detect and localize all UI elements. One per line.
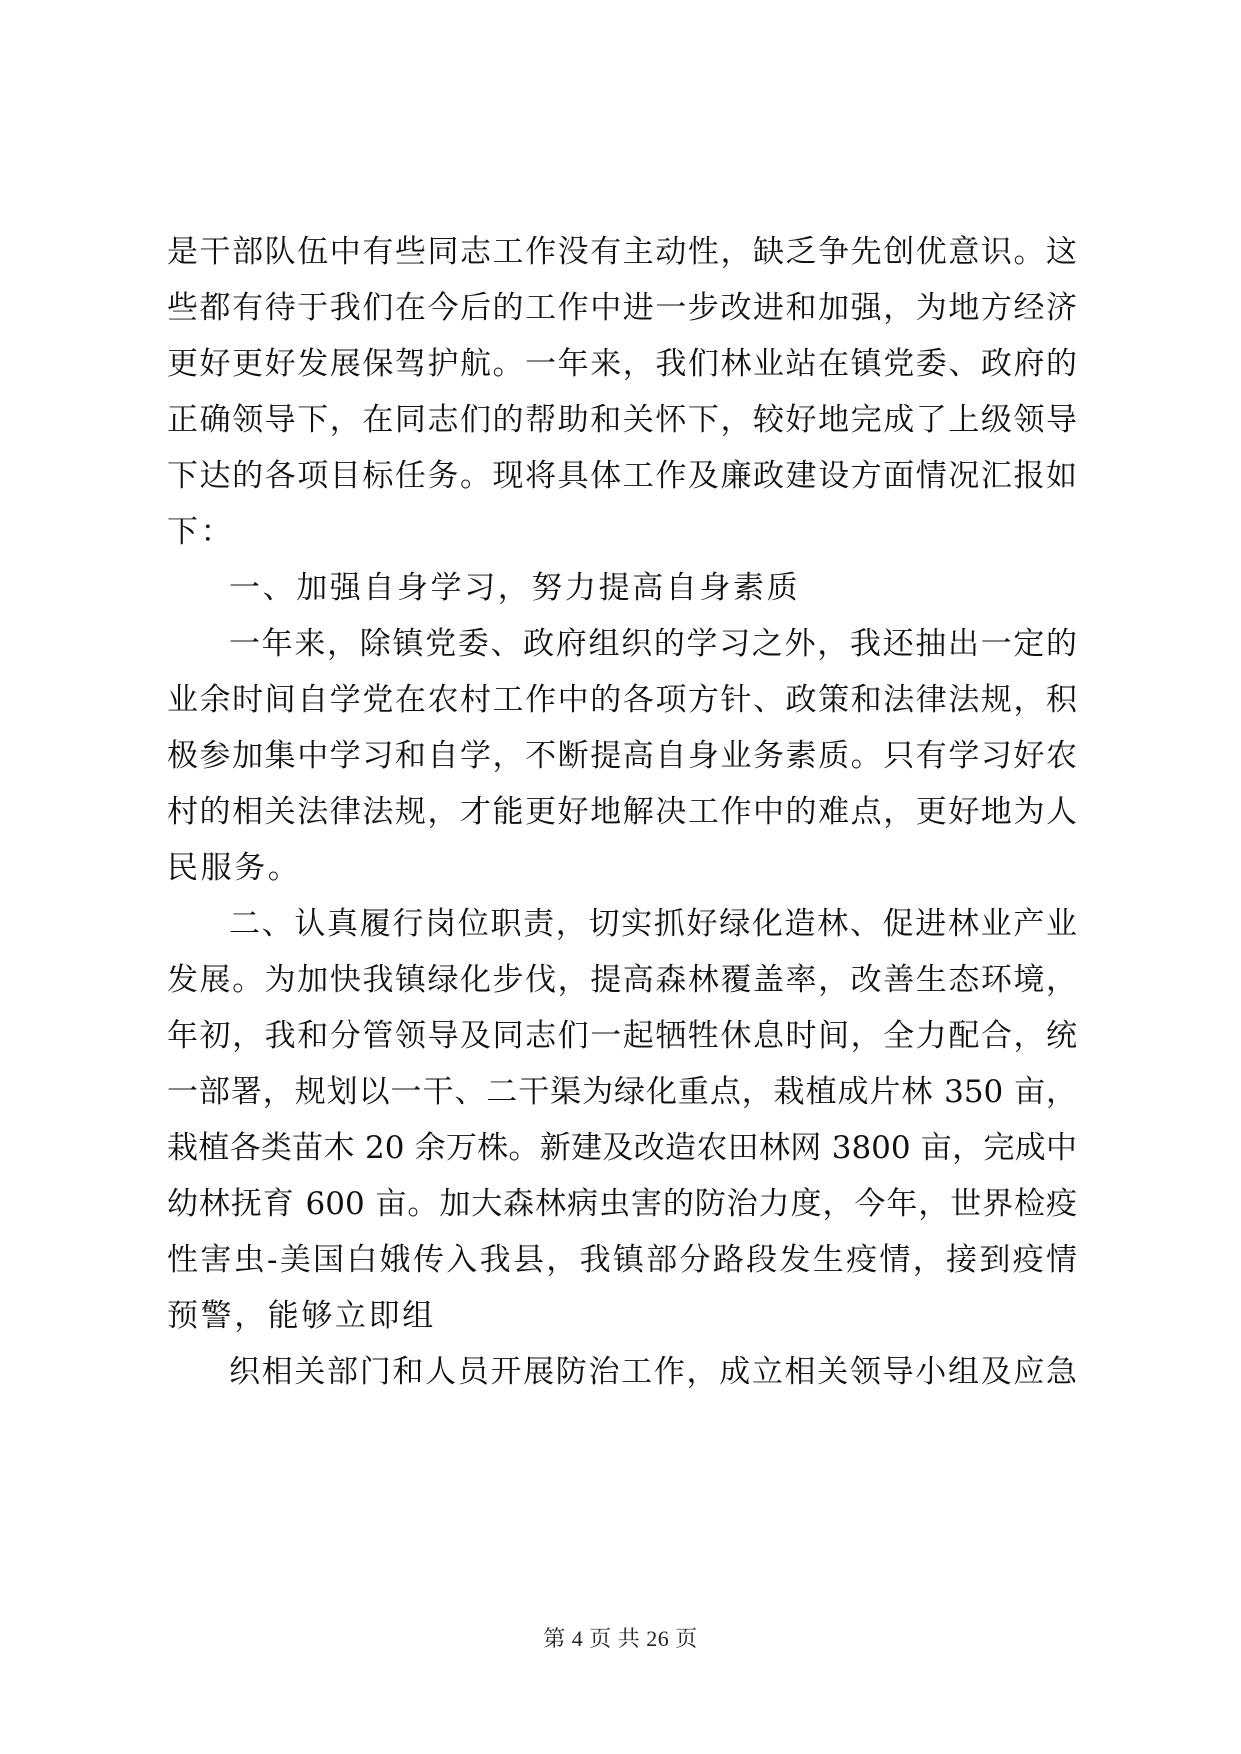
body-text-line: 性害虫-美国白娥传入我县，我镇部分路段发生疫情，接到疫情 (167, 1242, 1077, 1278)
body-text-line: 些都有待于我们在今后的工作中进一步改进和加强，为地方经济 (167, 290, 1077, 326)
section-heading: 一、加强自身学习，努力提高自身素质 (229, 570, 801, 606)
body-text-line: 业余时间自学党在农村工作中的各项方针、政策和法律法规，积 (167, 682, 1077, 718)
body-text-line: 民服务。 (167, 850, 302, 886)
body-text-line: 栽植各类苗木 20 余万株。新建及改造农田林网 3800 亩，完成中 (167, 1130, 1077, 1166)
section-heading: 二、认真履行岗位职责，切实抓好绿化造林、促进林业产业 (229, 906, 1077, 942)
body-text-line: 预警，能够立即组 (167, 1298, 436, 1334)
page-number-footer: 第 4 页 共 26 页 (543, 1626, 698, 1651)
body-text-line: 一部署，规划以一干、二干渠为绿化重点，栽植成片林 350 亩， (167, 1074, 1077, 1110)
body-text-line: 发展。为加快我镇绿化步伐，提高森林覆盖率，改善生态环境， (167, 962, 1077, 998)
body-text-line: 极参加集中学习和自学，不断提高自身业务素质。只有学习好农 (167, 738, 1077, 774)
body-text-line: 幼林抚育 600 亩。加大森林病虫害的防治力度，今年，世界检疫 (167, 1186, 1077, 1222)
body-text-line: 年初，我和分管领导及同志们一起牺牲休息时间，全力配合，统 (167, 1018, 1077, 1054)
body-text-line: 是干部队伍中有些同志工作没有主动性，缺乏争先创优意识。这 (167, 234, 1077, 270)
body-text-line: 一年来，除镇党委、政府组织的学习之外，我还抽出一定的 (229, 626, 1077, 662)
body-text-line: 村的相关法律法规，才能更好地解决工作中的难点，更好地为人 (167, 794, 1077, 830)
body-text-line: 正确领导下，在同志们的帮助和关怀下，较好地完成了上级领导 (167, 402, 1077, 438)
body-text-line: 下： (167, 514, 235, 550)
body-text-line: 更好更好发展保驾护航。一年来，我们林业站在镇党委、政府的 (167, 346, 1077, 382)
body-text-line: 织相关部门和人员开展防治工作，成立相关领导小组及应急 (229, 1354, 1077, 1390)
body-text-line: 下达的各项目标任务。现将具体工作及廉政建设方面情况汇报如 (167, 458, 1077, 494)
